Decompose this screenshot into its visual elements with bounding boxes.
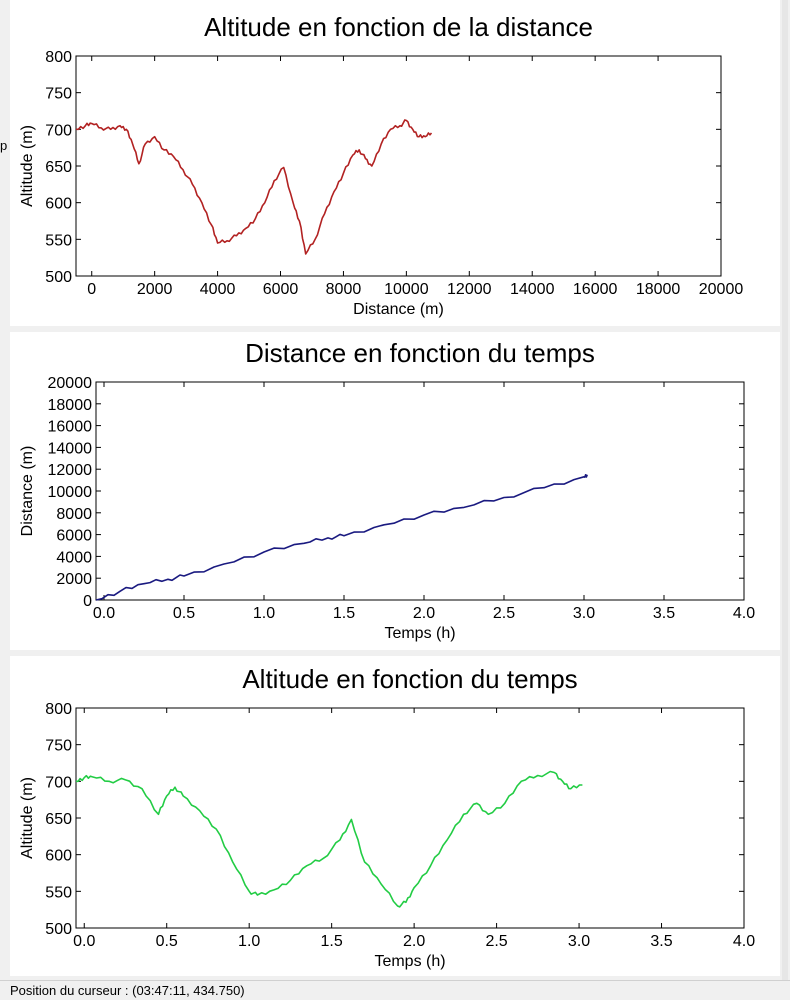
- chart1-xtick-label: 0: [87, 281, 97, 298]
- chart2-xtick-label: 3.5: [652, 605, 676, 622]
- chart2-xlabel: Temps (h): [384, 625, 456, 642]
- chart1-xtick-label: 8000: [325, 281, 362, 298]
- status-bar: [0, 980, 790, 1000]
- chart2-ytick-label: 0: [83, 593, 92, 610]
- chart1-ytick-label: 700: [45, 122, 72, 140]
- chart1-xtick-label: 14000: [509, 281, 555, 298]
- chart-panel-distance-time: [10, 332, 780, 650]
- chart1-xtick-label: 16000: [572, 281, 618, 298]
- chart1-xtick-label: 12000: [447, 281, 492, 298]
- chart1-plot-area: [76, 56, 721, 276]
- chart1-ytick-label: 650: [45, 159, 72, 176]
- chart3-ytick-label: 700: [45, 774, 72, 792]
- chart3-xtick-label: 4.0: [732, 933, 756, 950]
- chart2-xtick-label: 3.0: [572, 605, 596, 622]
- chart2-xtick-label: 1.0: [252, 605, 276, 622]
- chart2-ytick-label: 8000: [56, 505, 92, 523]
- chart1-ytick-label: 500: [45, 269, 72, 286]
- chart3-xtick-label: 2.0: [402, 933, 426, 950]
- chart2-xtick-label: 2.5: [492, 605, 516, 622]
- chart1-xtick-label: 2000: [136, 281, 173, 298]
- chart1-ytick-label: 750: [45, 85, 72, 103]
- chart1-ylabel: Altitude (m): [19, 125, 36, 207]
- chart3-xtick-label: 3.0: [567, 933, 591, 950]
- chart2-xtick-label: 1.5: [332, 605, 356, 622]
- chart3-xtick-label: 0.0: [73, 933, 96, 950]
- chart2-ytick-label: 12000: [47, 462, 92, 480]
- chart-altitude-distance[interactable]: [10, 0, 780, 326]
- chart-panel-altitude-distance: [10, 0, 780, 326]
- chart1-xtick-label: 18000: [635, 281, 681, 298]
- chart1-ytick-label: 550: [45, 232, 72, 250]
- chart2-xtick-label: 4.0: [732, 605, 756, 622]
- chart3-ytick-label: 600: [45, 847, 72, 865]
- chart2-xtick-label: 2.0: [412, 605, 436, 622]
- chart2-xtick-label: 0.5: [172, 605, 196, 622]
- chart2-ytick-label: 6000: [56, 527, 92, 545]
- chart1-xtick-label: 10000: [384, 281, 429, 298]
- chart2-ytick-label: 2000: [56, 571, 92, 589]
- chart1-xtick-label: 6000: [262, 281, 299, 298]
- chart3-xtick-label: 1.0: [238, 933, 261, 950]
- chart1-ytick-label: 600: [45, 195, 72, 213]
- chart2-xtick-label: 0.0: [92, 605, 116, 622]
- chart-distance-time[interactable]: [10, 332, 780, 650]
- chart3-ytick-label: 750: [45, 737, 72, 755]
- chart1-xlabel: Distance (m): [353, 301, 444, 318]
- chart-altitude-time[interactable]: [10, 656, 780, 976]
- chart2-title: Distance en fonction du temps: [245, 338, 595, 368]
- chart2-ytick-label: 4000: [56, 549, 92, 567]
- chart2-ytick-label: 18000: [47, 396, 92, 414]
- chart-panel-altitude-time: [10, 656, 780, 976]
- chart3-xlabel: Temps (h): [374, 953, 446, 970]
- chart3-title: Altitude en fonction du temps: [242, 664, 578, 694]
- chart3-xtick-label: 0.5: [155, 933, 178, 950]
- left-clipped-label: p: [0, 138, 8, 153]
- vertical-scrollbar[interactable]: [782, 0, 788, 980]
- cursor-position-text: Position du curseur : (03:47:11, 434.750): [10, 983, 245, 998]
- chart2-ytick-label: 10000: [47, 484, 92, 501]
- chart3-xtick-label: 2.5: [485, 933, 508, 950]
- chart3-ylabel: Altitude (m): [19, 777, 36, 859]
- chart1-ytick-label: 800: [45, 49, 72, 66]
- chart2-ytick-label: 14000: [47, 440, 92, 458]
- chart3-xtick-label: 3.5: [650, 933, 673, 950]
- chart1-xtick-label: 4000: [199, 281, 236, 298]
- chart2-plot-area: [96, 382, 744, 600]
- chart3-ytick-label: 800: [45, 701, 72, 718]
- chart2-ytick-label: 20000: [47, 375, 92, 392]
- chart3-ytick-label: 650: [45, 811, 72, 828]
- chart1-xtick-label: 20000: [698, 281, 744, 298]
- chart3-ytick-label: 500: [45, 921, 72, 938]
- chart3-ytick-label: 550: [45, 884, 72, 902]
- chart3-xtick-label: 1.5: [320, 933, 343, 950]
- chart2-ytick-label: 16000: [47, 418, 92, 436]
- chart2-ylabel: Distance (m): [19, 445, 36, 537]
- chart1-title: Altitude en fonction de la distance: [204, 12, 593, 42]
